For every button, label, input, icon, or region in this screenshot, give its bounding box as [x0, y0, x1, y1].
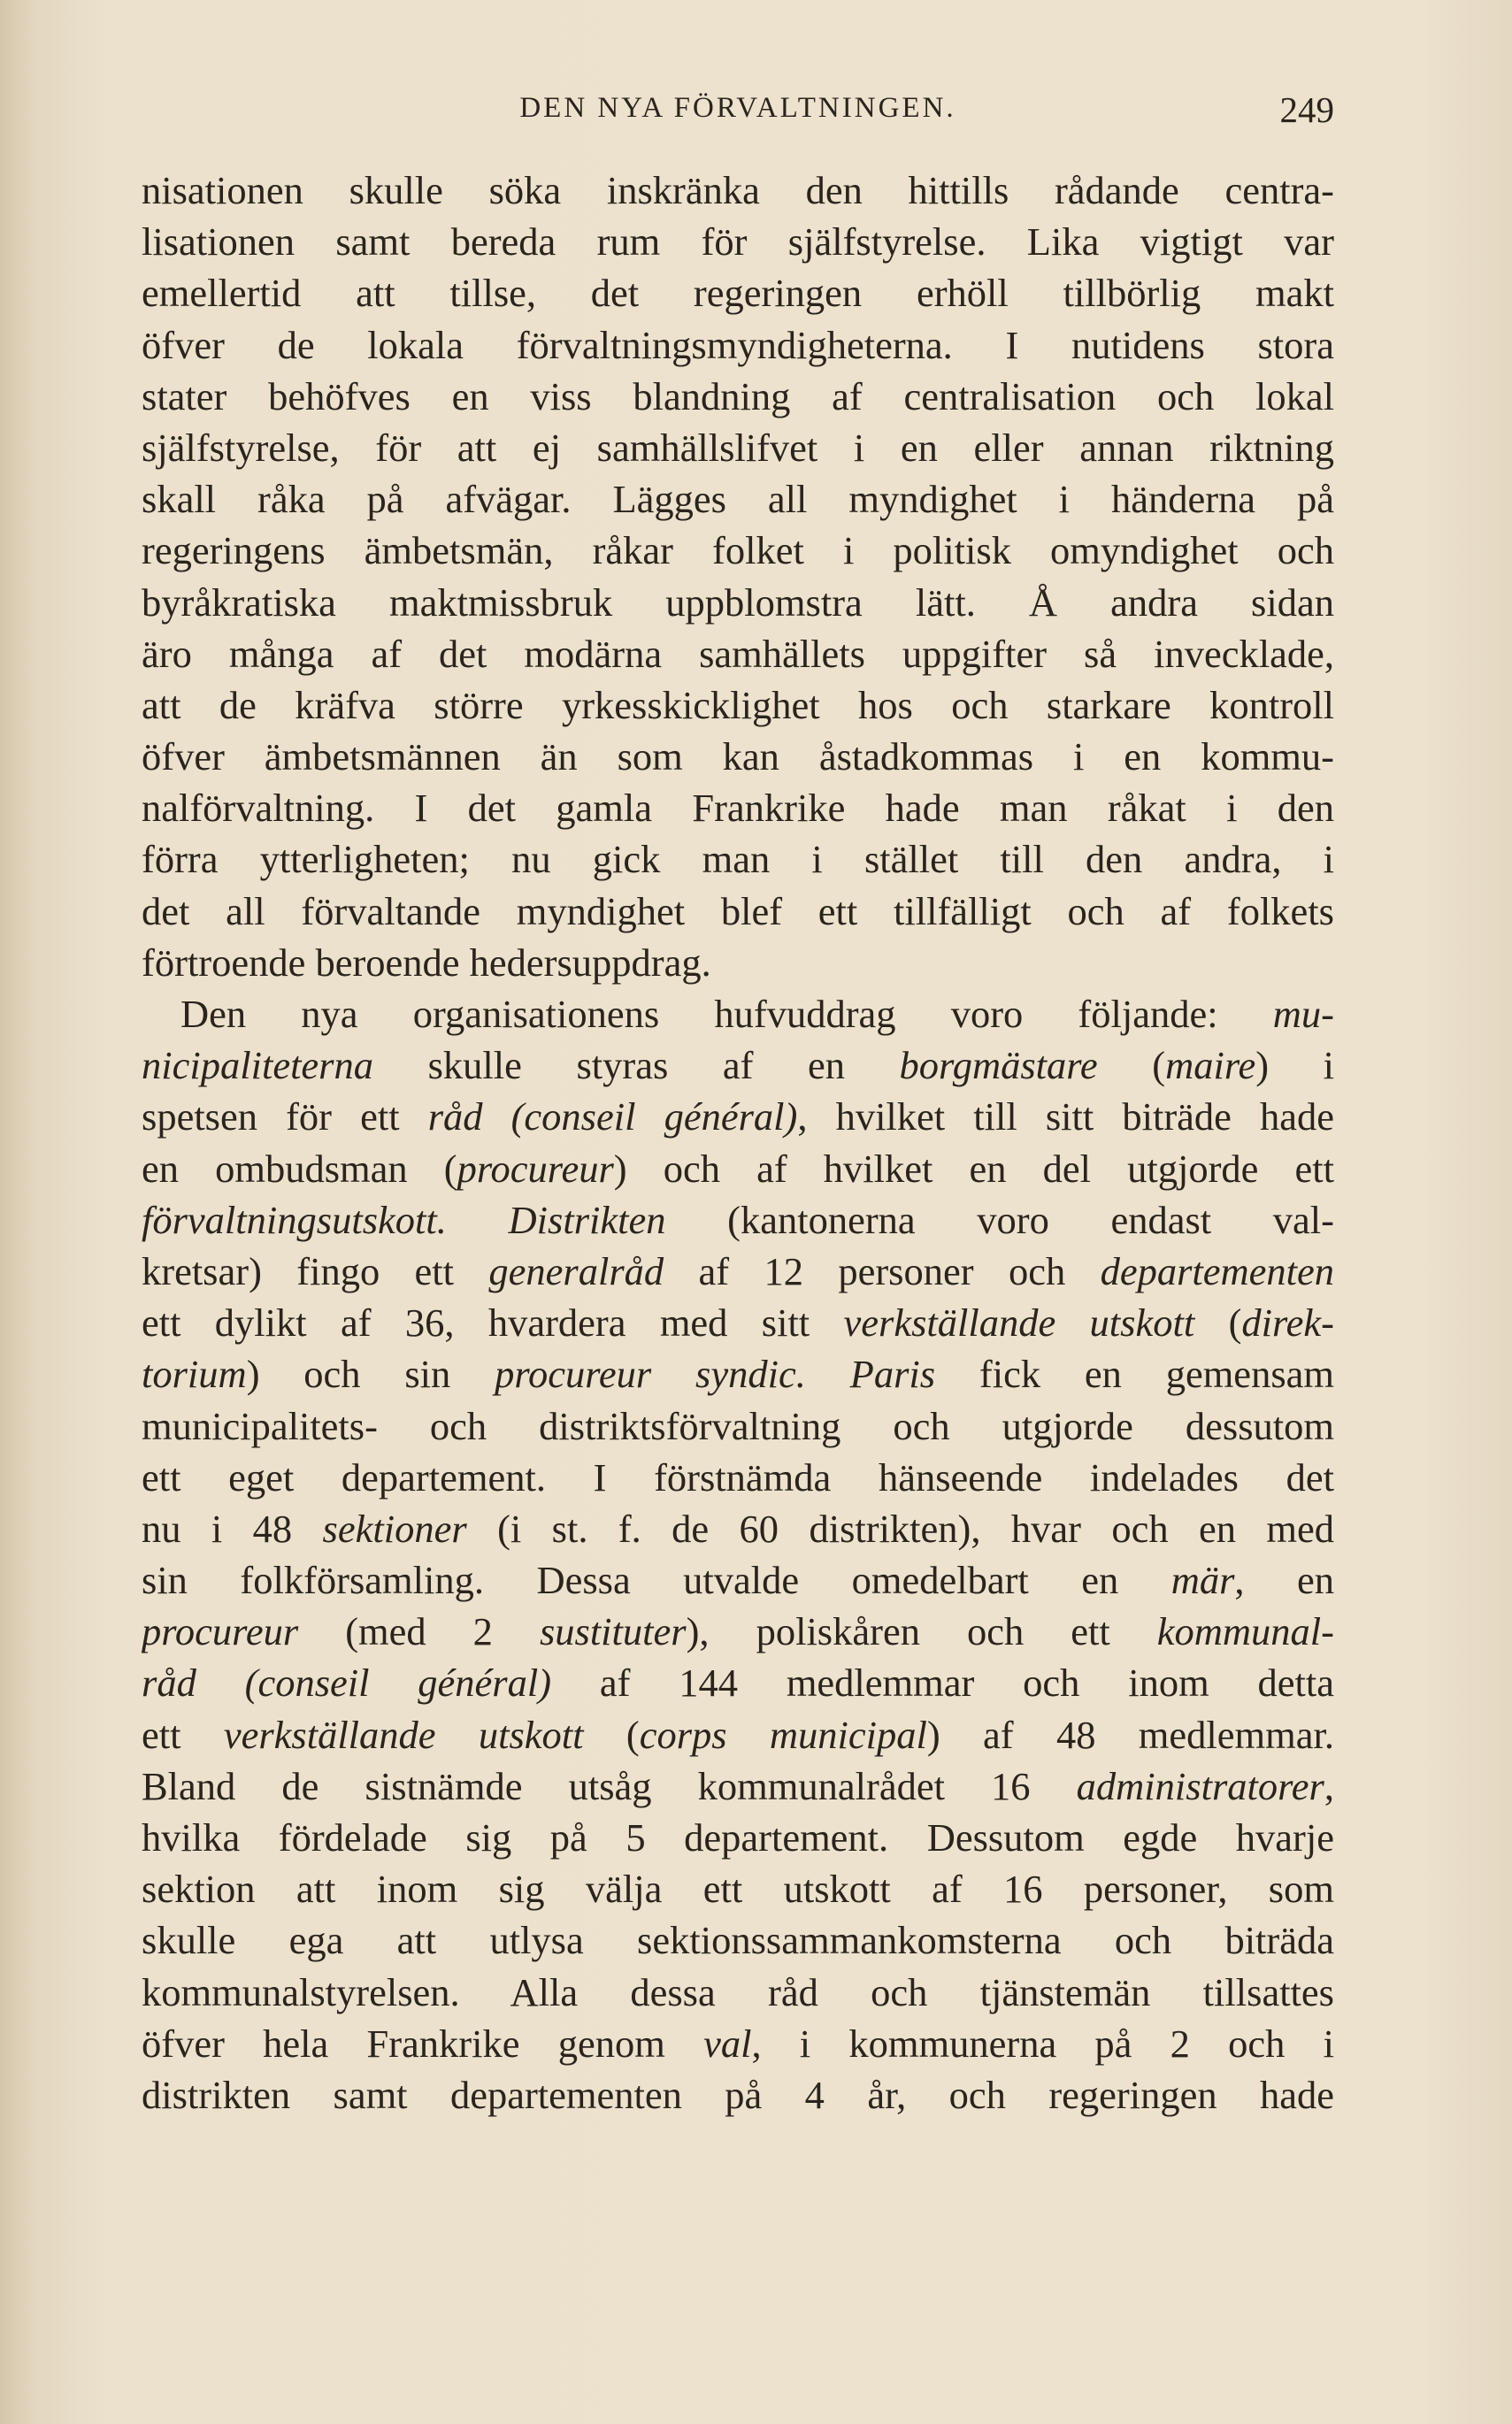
italic-text: mär [1170, 1558, 1235, 1603]
text-segment: skulle ega att utlysa sektionssammankomsterna och biträda [142, 1918, 1334, 1963]
running-title: DEN NYA FÖRVALTNINGEN. [519, 92, 956, 124]
text-segment: ( [1097, 1043, 1166, 1088]
text-segment: äro många af det modärna samhällets uppgifter så invecklade, [142, 631, 1334, 676]
text-segment: öfver ämbetsmännen än som kan åstadkommas i en kommu- [142, 734, 1334, 779]
italic-text: råd (conseil général) [427, 1094, 798, 1139]
text-line [142, 2069, 1334, 2121]
text-segment: af 12 personer och [664, 1248, 1101, 1293]
italic-text: procureur [457, 1146, 614, 1191]
text-line [142, 1760, 1334, 1812]
text-segment: nu i 48 [142, 1506, 323, 1551]
text-segment: ett eget departement. I förstnämda hänseende indelades det [142, 1454, 1334, 1500]
text-line [142, 833, 1334, 885]
italic-text: Paris [849, 1352, 936, 1397]
text-line [142, 988, 1334, 1039]
text-line [142, 165, 1334, 216]
text-segment: skulle styras af en [373, 1043, 900, 1088]
italic-text: borgmästare [899, 1043, 1098, 1088]
text-line [142, 2018, 1334, 2069]
text-segment: förra ytterligheten; nu gick man i stället till den andra, i [142, 837, 1334, 882]
text-segment: , hvilket till sitt biträde hade [797, 1094, 1334, 1139]
text-line [142, 1709, 1334, 1760]
text-segment: själfstyrelse, för att ej samhällslifvet i en eller annan riktning [142, 425, 1334, 470]
text-line [142, 1246, 1334, 1297]
text-segment: fick en gemensam [935, 1352, 1334, 1397]
text-line [142, 886, 1334, 937]
text-segment: det all förvaltande myndighet blef ett tillfälligt och af folkets [142, 888, 1334, 933]
text-line [142, 1039, 1334, 1091]
text-line [142, 371, 1334, 422]
text-segment: ) och af hvilket en del utgjorde ett [613, 1146, 1334, 1191]
text-line [142, 1554, 1334, 1606]
italic-text: förvaltningsutskott. [142, 1197, 447, 1242]
text-segment: (kantonerna voro endast val- [665, 1197, 1334, 1242]
italic-text: sustituter [539, 1609, 687, 1654]
text-segment: ) af 48 medlemmar. [926, 1712, 1334, 1757]
italic-text: administratorer [1076, 1763, 1324, 1808]
text-line [142, 1091, 1334, 1142]
italic-text: kommunal- [1156, 1609, 1334, 1654]
text-segment: skall råka på afvägar. Lägges all myndighet i händerna på [142, 477, 1334, 522]
italic-text: corps municipal [639, 1712, 927, 1757]
page-number: 249 [1279, 89, 1334, 130]
text-line [142, 1400, 1334, 1452]
text-line [142, 628, 1334, 679]
text-segment: regeringens ämbetsmän, råkar folket i politisk omyndighet och [142, 528, 1334, 573]
text-line [142, 422, 1334, 473]
text-line [142, 1967, 1334, 2018]
text-line [142, 731, 1334, 782]
text-segment: ), poliskåren och ett [686, 1609, 1157, 1654]
text-line [142, 1812, 1334, 1863]
text-segment: stater behöfves en viss blandning af centralisation och lokal [142, 373, 1334, 418]
text-segment: spetsen för ett [142, 1094, 428, 1139]
italic-text: verkställande utskott [843, 1300, 1195, 1346]
italic-text: maire [1165, 1043, 1256, 1088]
text-segment: (med 2 [298, 1609, 540, 1654]
text-line [142, 1863, 1334, 1914]
text-line [142, 216, 1334, 267]
text-segment: att de kräfva större yrkesskicklighet hos och starkare kontroll [142, 682, 1334, 727]
text-line [142, 1348, 1334, 1400]
text-line [142, 319, 1334, 371]
text-segment: ( [1194, 1300, 1242, 1346]
body-text [142, 165, 1334, 2121]
text-segment: ( [583, 1712, 640, 1757]
italic-text: val [703, 2021, 752, 2066]
text-line [142, 525, 1334, 576]
page-header [142, 89, 1334, 145]
text-line [142, 1606, 1334, 1657]
text-segment: municipalitets- och distriktsförvaltning och utgjorde dessutom [142, 1403, 1334, 1448]
text-segment: Bland de sistnämde utsåg kommunalrådet 16 [142, 1763, 1077, 1808]
text-segment: en ombudsman ( [142, 1146, 457, 1191]
italic-text: verkställande utskott [223, 1712, 584, 1757]
text-segment [447, 1198, 509, 1242]
italic-text: departementen [1100, 1248, 1334, 1293]
text-segment: nisationen skulle söka inskränka den hittills rådande centra- [142, 168, 1334, 212]
text-line [142, 1452, 1334, 1503]
italic-text: sektioner [322, 1506, 467, 1551]
text-segment: distrikten samt departementen på 4 år, och regeringen hade [142, 2072, 1334, 2117]
text-segment: emellertid att tillse, det regeringen erhöll tillbörlig makt [142, 271, 1334, 316]
text-line [142, 1143, 1334, 1194]
text-segment: sin folkförsamling. Dessa utvalde omedelbart en [142, 1558, 1171, 1603]
text-line [142, 577, 1334, 628]
text-segment: af 144 medlemmar och inom detta [551, 1661, 1334, 1706]
italic-text: generalråd [488, 1248, 664, 1293]
text-segment: , i kommunerna på 2 och i [751, 2021, 1334, 2066]
text-line [142, 1657, 1334, 1708]
text-segment: kretsar) fingo ett [142, 1248, 489, 1293]
italic-text: direk- [1241, 1300, 1334, 1346]
text-segment: ) i [1255, 1043, 1334, 1088]
italic-text: råd (conseil général) [142, 1661, 552, 1706]
text-line [142, 1914, 1334, 1966]
text-segment [806, 1352, 850, 1396]
italic-text: torium [142, 1352, 247, 1397]
text-line [142, 1503, 1334, 1554]
italic-text: Distrikten [508, 1197, 666, 1242]
text-line [142, 267, 1334, 318]
text-segment: byråkratiska maktmissbruk uppblomstra lätt. Å andra sidan [142, 579, 1334, 625]
text-segment: (i st. f. de 60 distrikten), hvar och en med [466, 1506, 1334, 1551]
text-segment: ett dylikt af 36, hvardera med sitt [142, 1300, 844, 1346]
text-segment: nalförvaltning. I det gamla Frankrike hade man råkat i den [142, 786, 1334, 831]
text-segment: öfver de lokala förvaltningsmyndigheterna. I nutidens stora [142, 322, 1334, 367]
italic-text: mu- [1272, 992, 1334, 1036]
text-segment: ) och sin [246, 1352, 495, 1397]
text-line [142, 937, 1334, 988]
text-segment: ett [142, 1712, 224, 1757]
text-segment: , [1324, 1763, 1334, 1808]
text-segment: Den nya organisationens hufvuddrag voro följande: [180, 992, 1273, 1036]
text-segment: öfver hela Frankrike genom [142, 2021, 704, 2066]
text-segment: lisationen samt bereda rum för själfstyrelse. Lika vigtigt var [142, 219, 1334, 265]
text-line [142, 1194, 1334, 1246]
text-line [142, 679, 1334, 731]
text-segment: förtroende beroende hedersuppdrag. [142, 940, 711, 985]
text-line [142, 782, 1334, 833]
italic-text: procureur [142, 1609, 299, 1654]
italic-text: nicipaliteterna [142, 1043, 374, 1088]
text-segment: sektion att inom sig välja ett utskott af 16 personer, som [142, 1867, 1334, 1912]
text-line [142, 473, 1334, 525]
text-segment: , en [1234, 1558, 1334, 1603]
text-line [142, 1297, 1334, 1348]
text-segment: kommunalstyrelsen. Alla dessa råd och tjänstemän tillsattes [142, 1969, 1334, 2014]
italic-text: procureur syndic. [495, 1352, 806, 1397]
text-segment: hvilka fördelade sig på 5 departement. Dessutom egde hvarje [142, 1815, 1334, 1860]
